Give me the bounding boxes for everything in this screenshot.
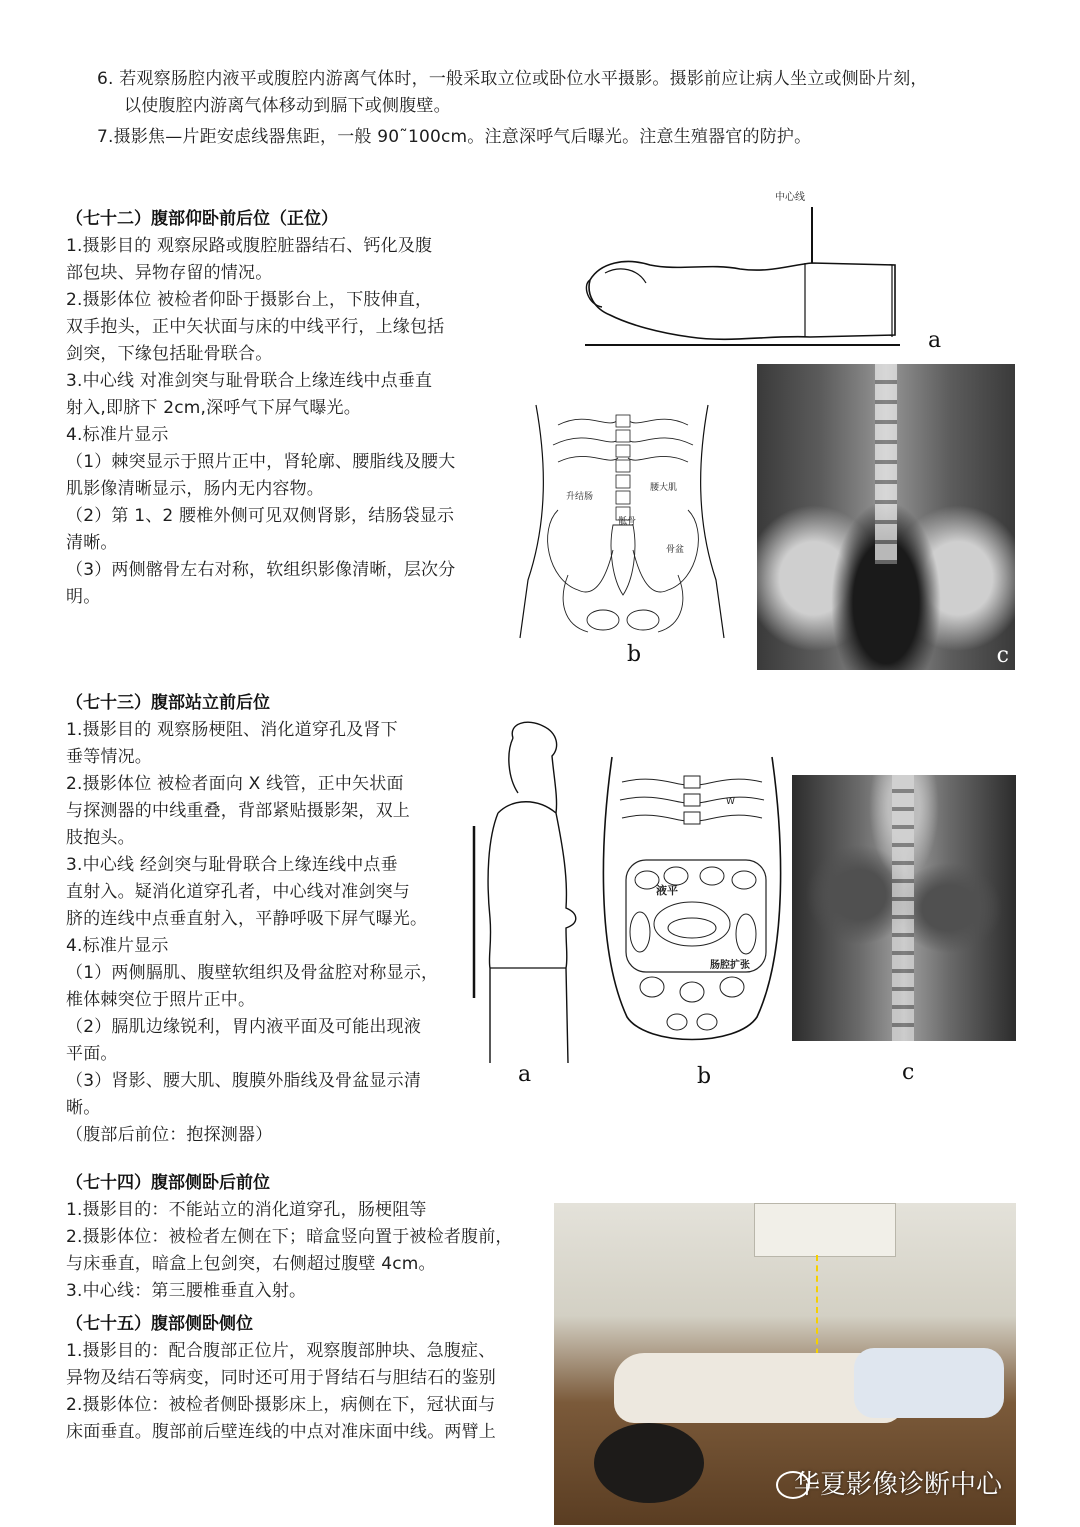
s73-line: （3）肾影、腰大肌、腹膜外脂线及骨盆显示清 — [66, 1071, 422, 1091]
s72-line: （1）棘突显示于照片正中，肾轮廓、腰脂线及腰大 — [66, 452, 456, 472]
s72-caption-b: b — [627, 642, 642, 667]
s72-line: 肌影像清晰显示，肠内无内容物。 — [66, 479, 324, 499]
s72-line: 剑突，下缘包括耻骨联合。 — [66, 344, 273, 364]
s75-line: 床面垂直。腹部前后壁连线的中点对准床面中线。两臂上 — [66, 1422, 496, 1442]
s72-line: 4.标准片显示 — [66, 425, 169, 445]
s73-line: 晰。 — [66, 1098, 101, 1118]
s72-line: 2.摄影体位 被检者仰卧于摄影台上，下肢伸直， — [66, 290, 433, 310]
s73-line: 肢抱头。 — [66, 828, 135, 848]
xray-tube-head — [754, 1203, 896, 1257]
item-6-line2: 以使腹腔内游离气体移动到膈下或侧腹壁。 — [124, 96, 451, 116]
section-75-title: （七十五）腹部侧卧侧位 — [66, 1314, 253, 1334]
s74-line: 与床垂直，暗盒上包剑突，右侧超过腹壁 4cm。 — [66, 1254, 436, 1274]
s74-line: 1.摄影目的：不能站立的消化道穿孔，肠梗阻等 — [66, 1200, 427, 1220]
label-bowel-dilation: 肠腔扩张 — [710, 960, 750, 971]
section-73-title: （七十三）腹部站立前后位 — [66, 693, 270, 713]
label-fluid-level: 液平 — [656, 884, 678, 897]
s73-line: （腹部后前位：抱探测器） — [66, 1125, 273, 1145]
label-pelvis: 骨盆 — [666, 545, 685, 555]
s72-line: 明。 — [66, 587, 101, 607]
section-74-text — [66, 1170, 566, 1305]
label-psoas: 腰大肌 — [650, 483, 678, 493]
s73-line: （2）膈肌边缘锐利，胃内液平面及可能出现液 — [66, 1017, 422, 1037]
wechat-icon — [776, 1471, 810, 1499]
s73-line: 4.标准片显示 — [66, 936, 169, 956]
s73-line: 椎体棘突位于照片正中。 — [66, 990, 256, 1010]
s72-line: 清晰。 — [66, 533, 118, 553]
abdomen-anatomy-drawing — [518, 400, 730, 640]
s72-caption-c: c — [996, 643, 1009, 668]
standing-patient-drawing — [468, 718, 586, 1068]
section-75-text — [66, 1311, 566, 1446]
item-7: 7.摄影焦—片距安虑线器焦距，一般 90˜100cm。注意深呼气后曝光。注意生殖器官的防护。 — [97, 127, 812, 147]
label-sacrum: 骶骨 — [618, 517, 637, 527]
s73-line: 1.摄影目的 观察肠梗阻、消化道穿孔及肾下 — [66, 720, 398, 740]
central-ray-line — [816, 1255, 818, 1365]
item-6-line1: 6. 若观察肠腔内液平或腹腔内游离气体时，一般采取立位或卧位水平摄影。摄影前应让病人坐立或侧卧片刻， — [97, 69, 928, 89]
section-72-title: （七十二）腹部仰卧前后位（正位） — [66, 209, 338, 229]
s72-line: 双手抱头，正中矢状面与床的中线平行，上缘包括 — [66, 317, 445, 337]
s73-caption-a: a — [518, 1062, 532, 1087]
lateral-decubitus-photo — [554, 1203, 1016, 1525]
supine-patient-drawing — [580, 185, 910, 355]
patient-legs — [854, 1348, 1004, 1418]
s72-line: 部包块、异物存留的情况。 — [66, 263, 273, 283]
s75-line: 1.摄影目的：配合腹部正位片，观察腹部肿块、急腹症、 — [66, 1341, 496, 1361]
section-73-text — [66, 690, 486, 1149]
s73-line: 平面。 — [66, 1044, 118, 1064]
s74-line: 2.摄影体位：被检者左侧在下；暗盒竖向置于被检者腹前， — [66, 1227, 513, 1247]
s73-line: 直射入。疑消化道穿孔者，中心线对准剑突与 — [66, 882, 410, 902]
s72-caption-a: a — [928, 328, 942, 353]
s72-line: （2）第 1、2 腰椎外侧可见双侧肾影，结肠袋显示 — [66, 506, 455, 526]
s72-line: 射入,即脐下 2cm,深呼气下屏气曝光。 — [66, 398, 361, 418]
section-72-text — [66, 206, 506, 611]
section-74-title: （七十四）腹部侧卧后前位 — [66, 1173, 270, 1193]
label-w: W — [726, 797, 735, 807]
standing-abdomen-drawing — [592, 752, 794, 1062]
abdomen-xray-standing — [792, 775, 1016, 1041]
s73-line: （1）两侧膈肌、腹壁软组织及骨盆腔对称显示， — [66, 963, 439, 983]
s73-line: 3.中心线 经剑突与耻骨联合上缘连线中点垂 — [66, 855, 398, 875]
s72-line: （3）两侧髂骨左右对称，软组织影像清晰，层次分 — [66, 560, 456, 580]
center-line-label: 中心线 — [775, 192, 805, 203]
s75-line: 2.摄影体位：被检者侧卧摄影床上，病侧在下，冠状面与 — [66, 1395, 496, 1415]
patient-head — [594, 1423, 704, 1503]
s73-line: 垂等情况。 — [66, 747, 152, 767]
abdomen-xray-supine — [757, 364, 1015, 670]
s75-line: 异物及结石等病变，同时还可用于肾结石与胆结石的鉴别 — [66, 1368, 496, 1388]
s74-line: 3.中心线：第三腰椎垂直入射。 — [66, 1281, 307, 1301]
s73-line: 2.摄影体位 被检者面向 X 线管，正中矢状面 — [66, 774, 404, 794]
s73-caption-b: b — [697, 1064, 712, 1089]
s73-caption-c: c — [902, 1060, 915, 1085]
s72-line: 3.中心线 对准剑突与耻骨联合上缘连线中点垂直 — [66, 371, 433, 391]
s73-line: 脐的连线中点垂直射入，平静呼吸下屏气曝光。 — [66, 909, 428, 929]
s73-line: 与探测器的中线重叠，背部紧贴摄影架，双上 — [66, 801, 410, 821]
label-ascending-colon: 升结肠 — [566, 492, 594, 502]
s72-line: 1.摄影目的 观察尿路或腹腔脏器结石、钙化及腹 — [66, 236, 433, 256]
watermark-text: 华夏影像诊断中心 — [793, 1470, 1002, 1500]
